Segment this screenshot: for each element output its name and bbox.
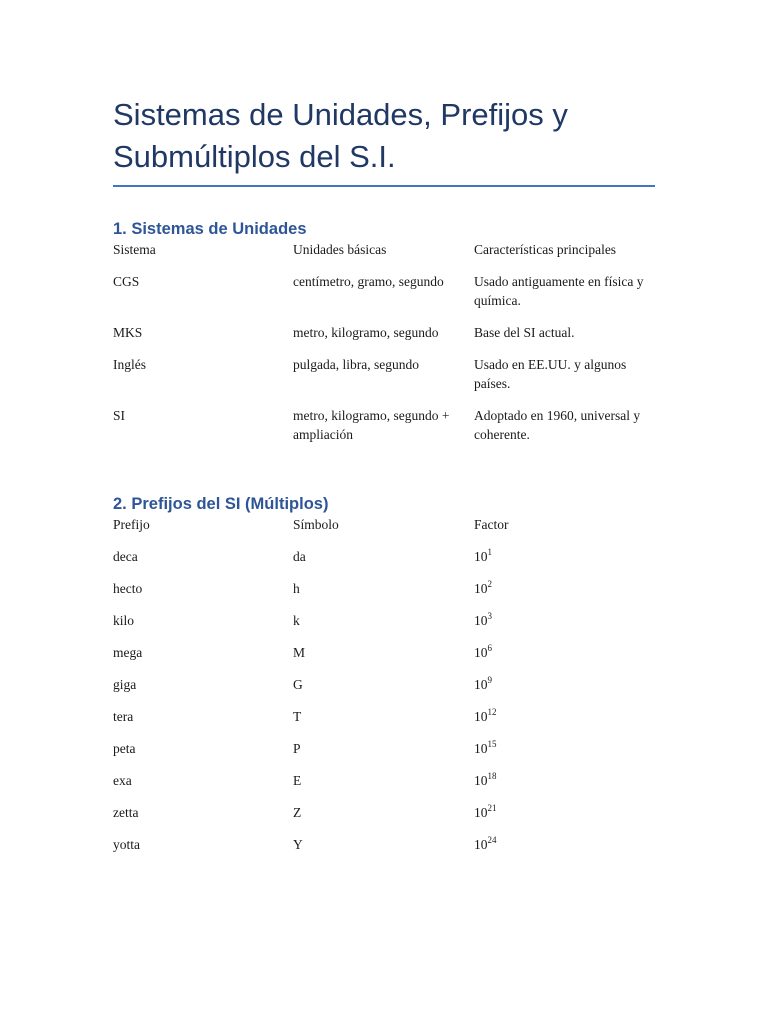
prefix-row — [113, 771, 655, 803]
system-name-cell: Inglés — [113, 357, 146, 372]
prefix-factor-cell — [474, 547, 655, 579]
units-section-heading: 1. Sistemas de Unidades — [113, 220, 307, 238]
prefix-symbol-cell: k — [293, 613, 300, 628]
prefix-name-cell: tera — [113, 709, 134, 724]
base-units-cell: centímetro, gramo, segundo — [293, 274, 444, 289]
factor-base: 10 — [474, 741, 488, 756]
prefix-symbol-cell: T — [293, 709, 302, 724]
features-cell: Usado antiguamente en física y química. — [474, 274, 644, 308]
column-header-symbol: Símbolo — [293, 517, 339, 532]
prefix-name-cell: mega — [113, 645, 143, 660]
prefix-name-cell: kilo — [113, 613, 135, 628]
factor-base: 10 — [474, 837, 488, 852]
prefix-row — [113, 739, 655, 771]
prefix-symbol-cell: da — [293, 549, 306, 564]
system-name-cell: SI — [113, 408, 126, 423]
prefix-factor-cell — [474, 707, 655, 739]
title-underline — [113, 185, 655, 187]
factor-base: 10 — [474, 613, 488, 628]
features-cell: Usado en EE.UU. y algunos países. — [474, 357, 627, 391]
units-table-row — [113, 355, 655, 406]
features-cell: Adoptado en 1960, universal y coherente. — [474, 408, 641, 442]
document-page — [113, 0, 655, 867]
prefix-symbol-cell: M — [293, 645, 306, 660]
factor-exponent: 15 — [487, 738, 497, 749]
prefixes-section-heading: 2. Prefijos del SI (Múltiplos) — [113, 495, 329, 513]
prefixes-table-header — [113, 515, 655, 547]
prefix-row — [113, 579, 655, 611]
factor-exponent: 24 — [487, 834, 497, 845]
prefix-row — [113, 643, 655, 675]
factor-base: 10 — [474, 805, 488, 820]
prefix-symbol-cell: Y — [293, 837, 303, 852]
document-title: Sistemas de Unidades, Prefijos y Submúltiplos del S.I. — [113, 97, 568, 174]
factor-exponent: 3 — [487, 610, 492, 621]
prefix-name-cell: yotta — [113, 837, 140, 852]
factor-base: 10 — [474, 709, 488, 724]
base-units-cell: pulgada, libra, segundo — [293, 357, 419, 372]
prefix-symbol-cell: Z — [293, 805, 302, 820]
prefix-factor-cell — [474, 739, 655, 771]
prefix-symbol-cell: h — [293, 581, 300, 596]
column-header-features: Características principales — [474, 242, 617, 257]
column-header-prefix: Prefijo — [113, 517, 150, 532]
factor-exponent: 2 — [487, 578, 492, 589]
base-units-cell: metro, kilogramo, segundo — [293, 325, 439, 340]
factor-base: 10 — [474, 677, 488, 692]
column-header-system: Sistema — [113, 242, 156, 257]
prefix-name-cell: deca — [113, 549, 138, 564]
prefix-factor-cell — [474, 803, 655, 835]
prefix-symbol-cell: E — [293, 773, 302, 788]
prefix-row — [113, 707, 655, 739]
prefix-name-cell: giga — [113, 677, 137, 692]
factor-exponent: 6 — [487, 642, 492, 653]
prefix-factor-cell — [474, 835, 655, 867]
prefix-row — [113, 547, 655, 579]
factor-base: 10 — [474, 773, 488, 788]
column-header-units: Unidades básicas — [293, 242, 387, 257]
prefix-factor-cell — [474, 611, 655, 643]
prefix-name-cell: zetta — [113, 805, 139, 820]
factor-exponent: 18 — [487, 770, 497, 781]
prefix-symbol-cell: P — [293, 741, 301, 756]
prefix-row — [113, 675, 655, 707]
prefix-factor-cell — [474, 643, 655, 675]
prefix-row — [113, 803, 655, 835]
base-units-cell: metro, kilogramo, segundo + ampliación — [293, 408, 450, 442]
factor-exponent: 12 — [487, 706, 497, 717]
prefix-row — [113, 611, 655, 643]
factor-base: 10 — [474, 549, 488, 564]
units-table-header — [113, 240, 655, 272]
prefixes-table — [113, 515, 655, 867]
prefix-symbol-cell: G — [293, 677, 303, 692]
system-name-cell: MKS — [113, 325, 143, 340]
factor-exponent: 9 — [487, 674, 492, 685]
units-table — [113, 240, 655, 457]
system-name-cell: CGS — [113, 274, 140, 289]
factor-base: 10 — [474, 645, 488, 660]
prefix-name-cell: peta — [113, 741, 136, 756]
prefix-name-cell: exa — [113, 773, 132, 788]
factor-exponent: 21 — [487, 802, 497, 813]
prefix-name-cell: hecto — [113, 581, 143, 596]
column-header-factor: Factor — [474, 517, 509, 532]
units-table-row — [113, 272, 655, 323]
factor-exponent: 1 — [487, 546, 492, 557]
factor-base: 10 — [474, 581, 488, 596]
prefix-factor-cell — [474, 675, 655, 707]
prefix-factor-cell — [474, 771, 655, 803]
prefix-row — [113, 835, 655, 867]
units-table-row — [113, 406, 655, 457]
features-cell: Base del SI actual. — [474, 325, 575, 340]
prefix-factor-cell — [474, 579, 655, 611]
units-table-row — [113, 323, 655, 355]
